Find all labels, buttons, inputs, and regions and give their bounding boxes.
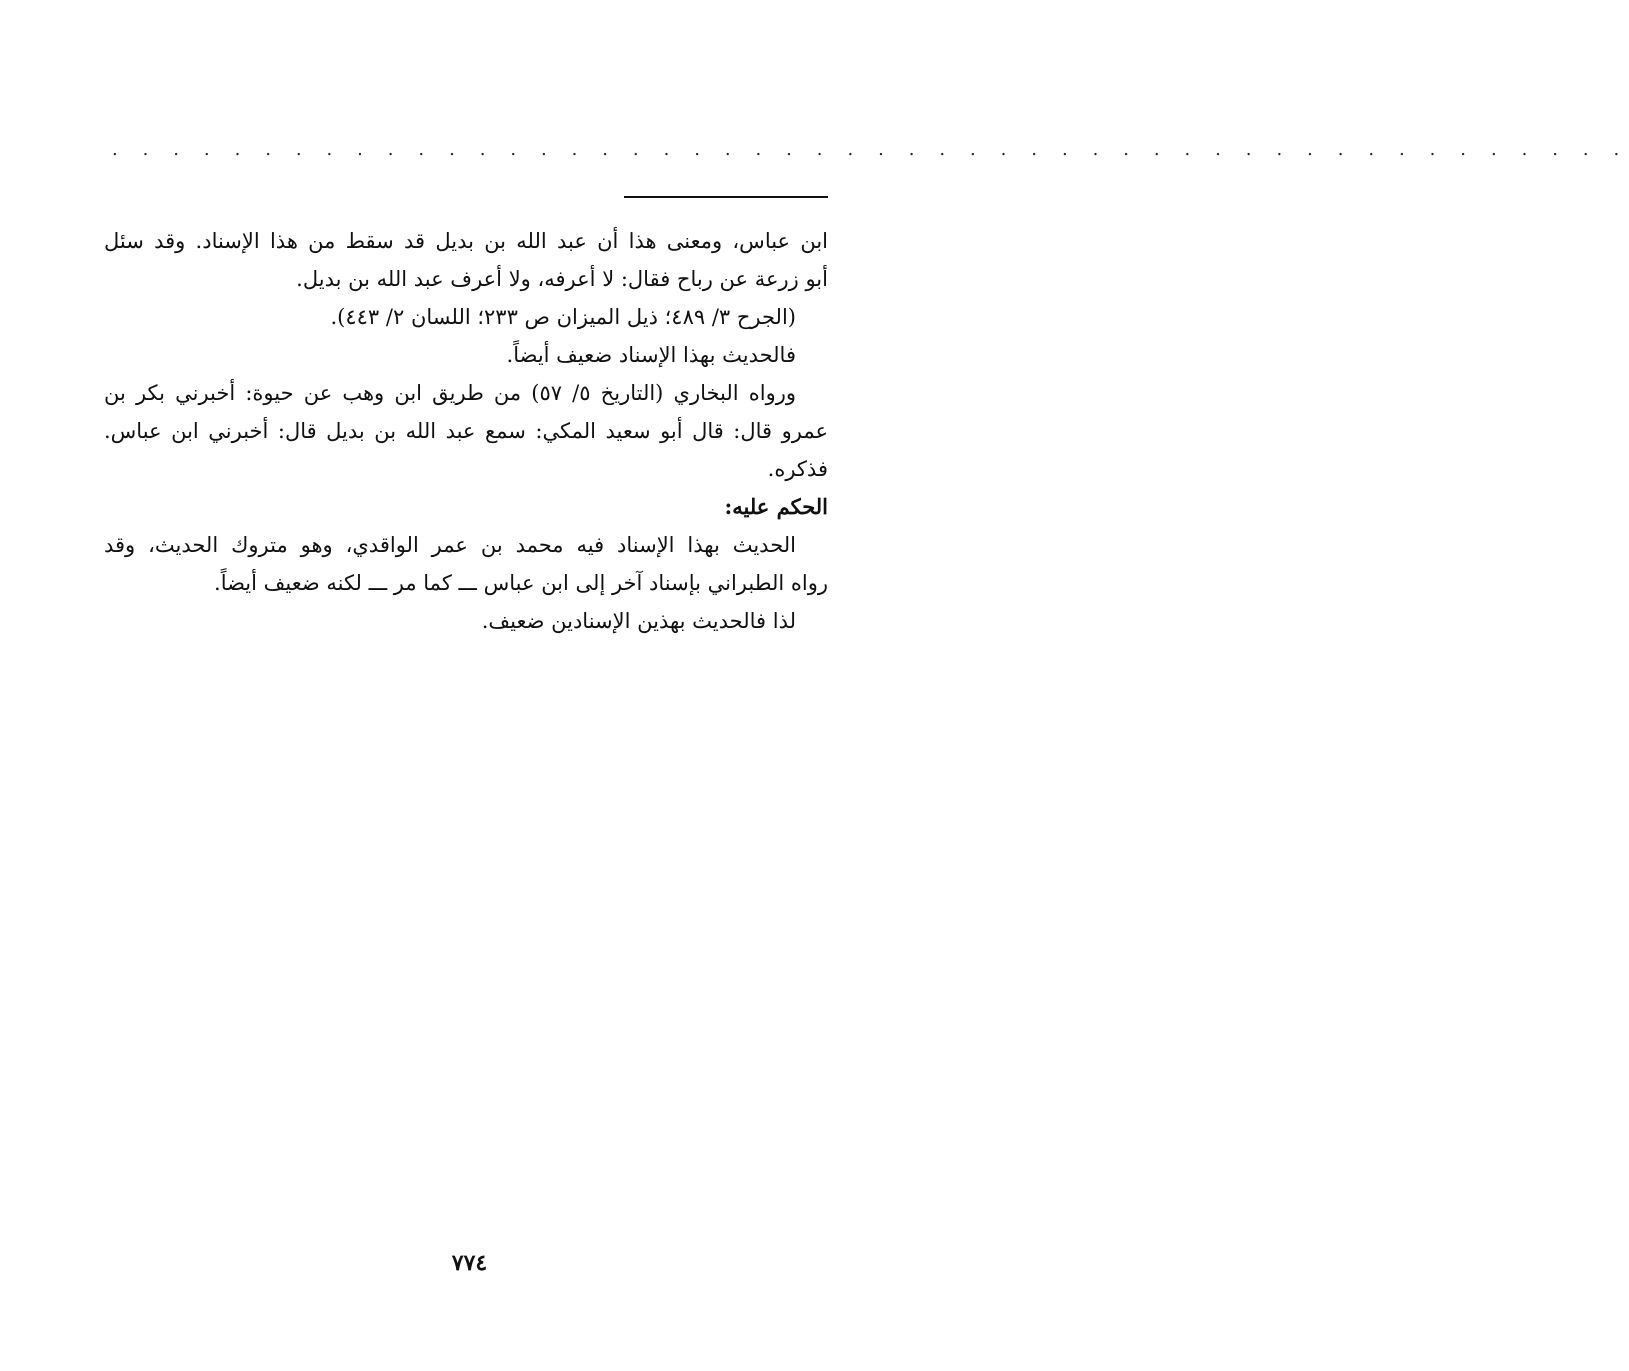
dotted-separator: . . . . . . . . . . . . . . . . . . . . . . . . . . . . . . . . . . . . . . . . . . . . . . . . . .: [112, 139, 1629, 160]
conclusion-line: فالحديث بهذا الإسناد ضعيف أيضاً.: [506, 343, 796, 367]
text-line-7: فذكره.: [767, 457, 828, 481]
text-line-6: عمرو قال: قال أبو سعيد المكي: سمع عبد الله بن بديل قال: أخبرني ابن عباس.: [104, 419, 828, 443]
text-line-9: الحديث بهذا الإسناد فيه محمد بن عمر الواقدي، وهو متروك الحديث، وقد: [104, 533, 796, 557]
text-line-5: ورواه البخاري (التاريخ ٥/ ٥٧) من طريق ابن وهب عن حيوة: أخبرني بكر بن: [104, 381, 797, 405]
text-line-10: رواه الطبراني بإسناد آخر إلى ابن عباس ـــ كما مر ـــ لكنه ضعيف أيضاً.: [214, 571, 828, 595]
footnote-rule: [624, 196, 828, 198]
text-line-11: لذا فالحديث بهذين الإسنادين ضعيف.: [481, 609, 796, 633]
section-heading: الحكم عليه:: [724, 494, 828, 519]
citation-line: (الجرح ٣/ ٤٨٩؛ ذيل الميزان ص ٢٣٣؛ اللسان ٢/ ٤٤٣).: [330, 305, 796, 329]
text-line-1: ابن عباس، ومعنى هذا أن عبد الله بن بديل قد سقط من هذا الإسناد. وقد سئل: [104, 229, 828, 253]
page-number: ٧٧٤: [451, 1250, 488, 1276]
text-line-2: أبو زرعة عن رباح فقال: لا أعرفه، ولا أعرف عبد الله بن بديل.: [296, 267, 828, 291]
body-text: [104, 222, 828, 640]
